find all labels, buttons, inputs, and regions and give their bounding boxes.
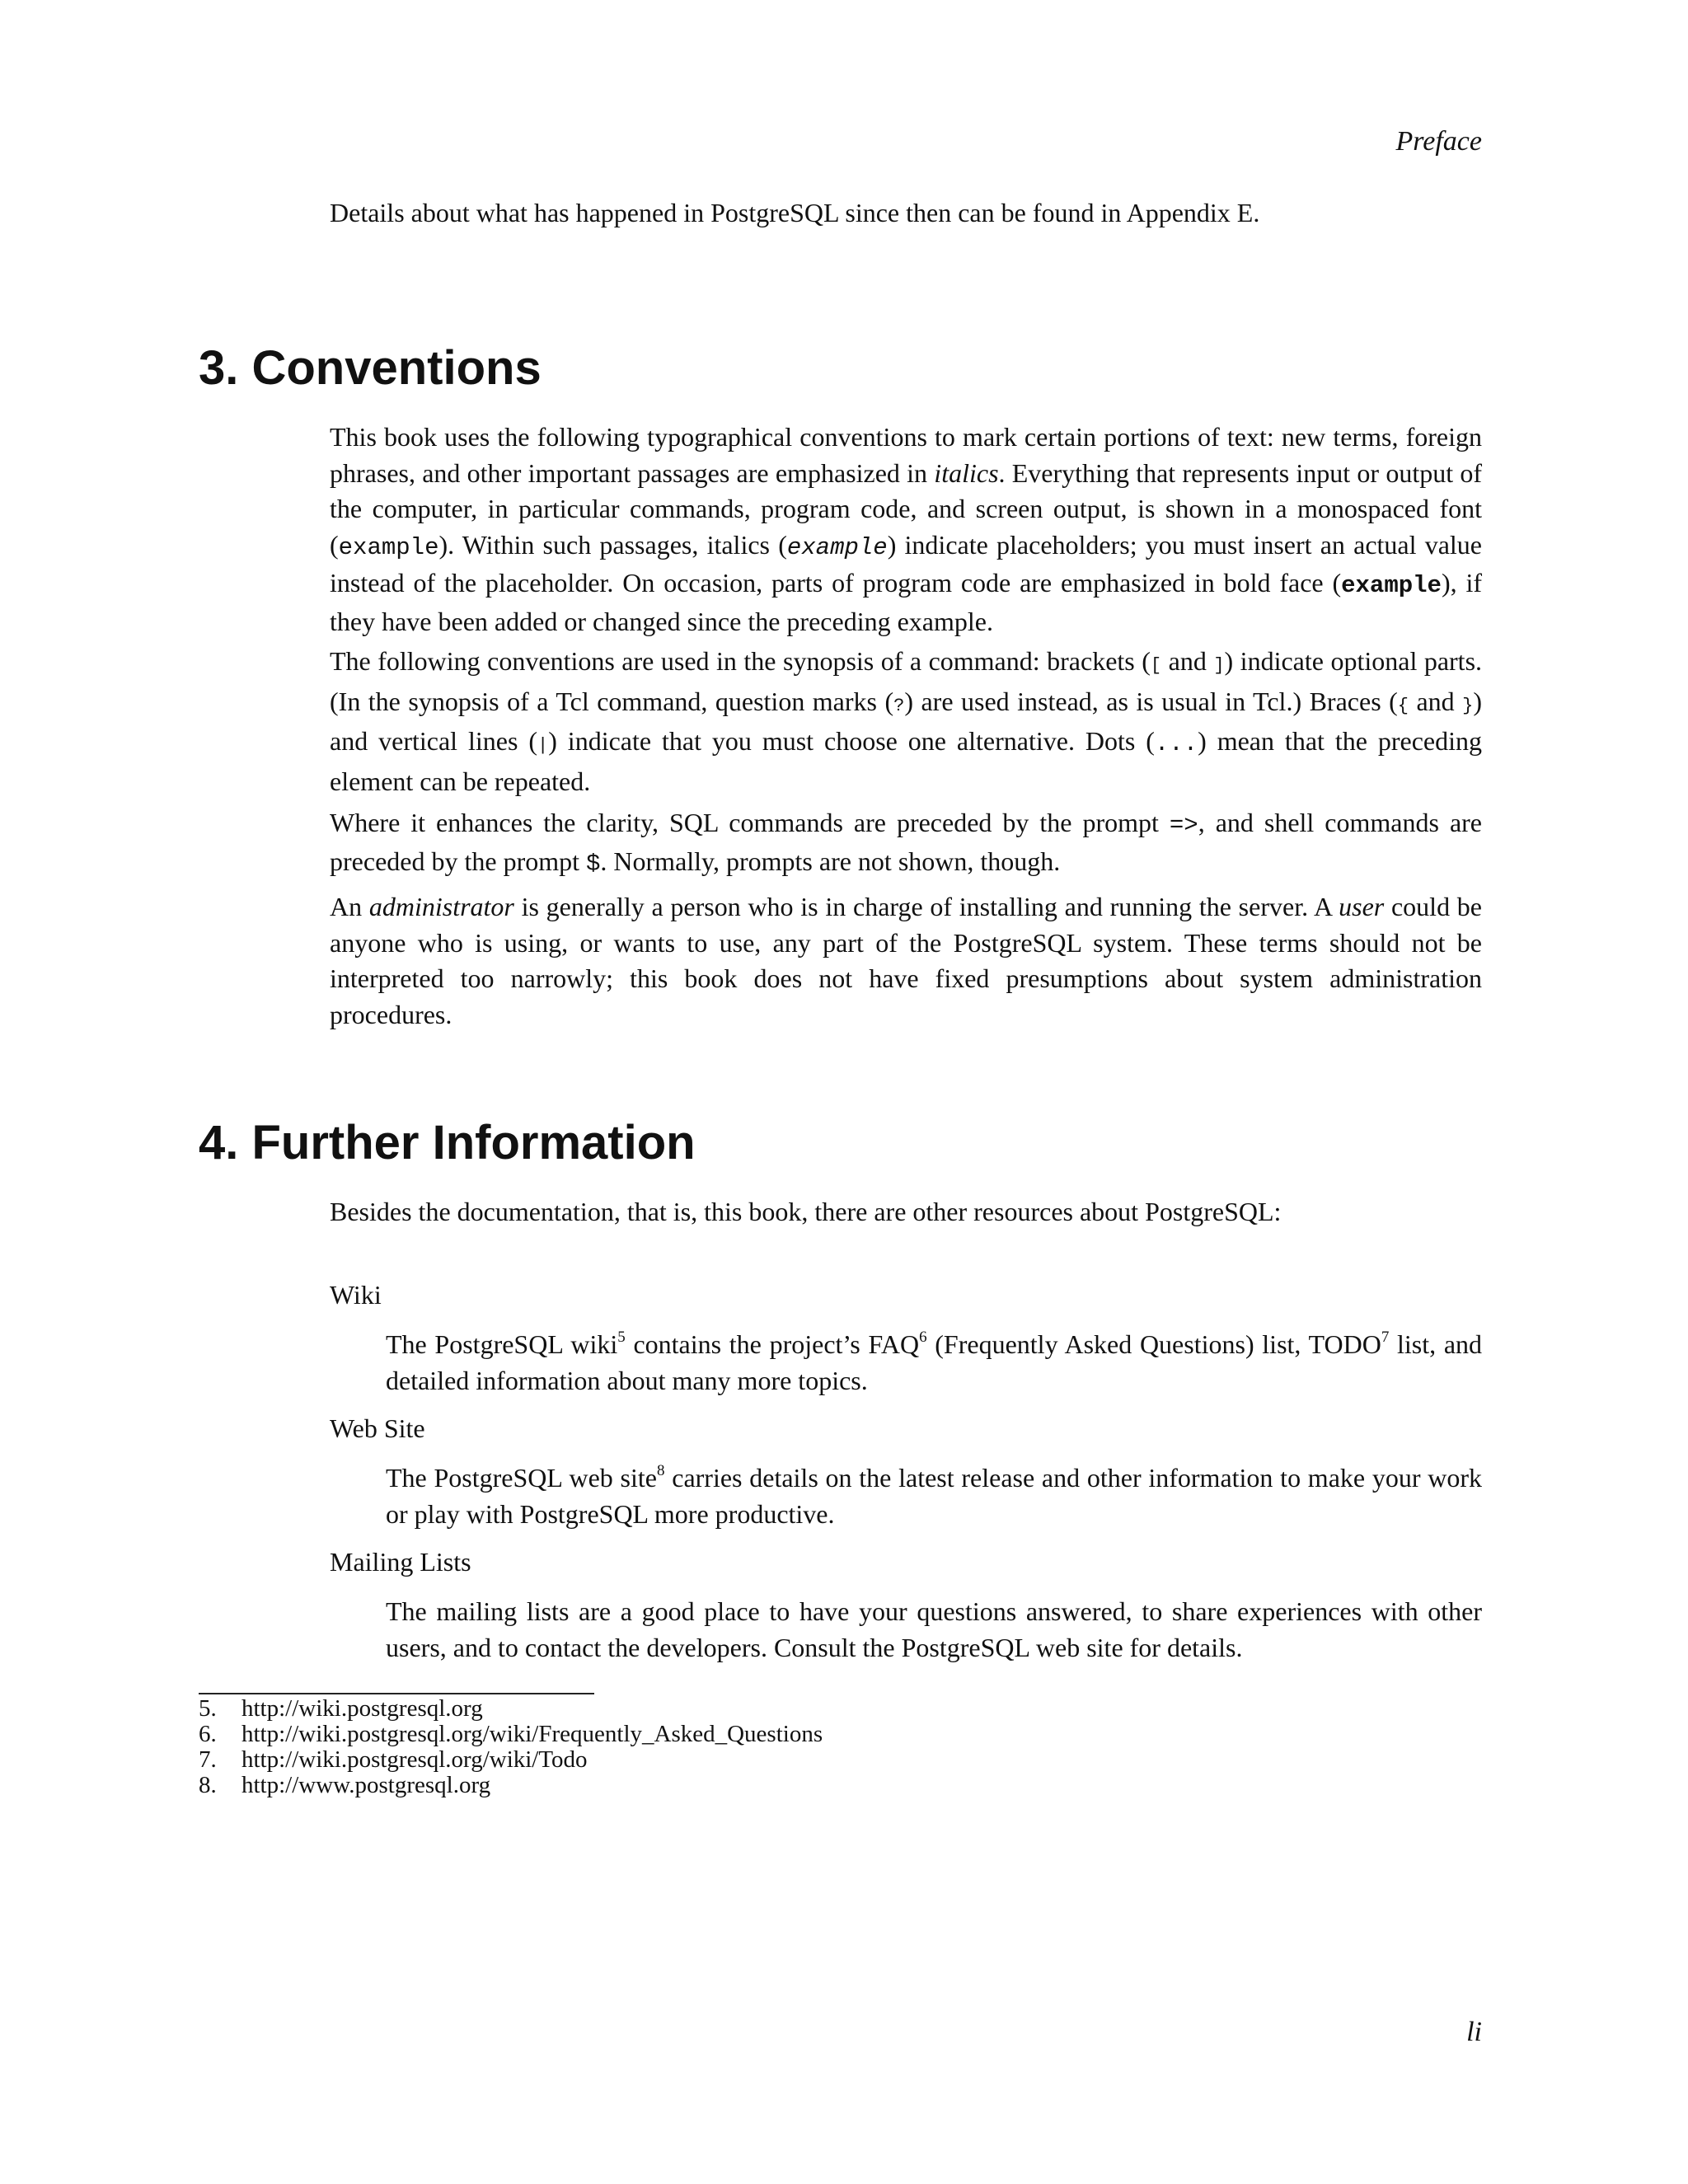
open-bracket-symbol: [ xyxy=(1150,655,1162,676)
pipe-symbol: | xyxy=(537,735,549,756)
mono-bold-example: example xyxy=(1341,572,1442,599)
close-brace-symbol: } xyxy=(1462,695,1474,716)
term-wiki: Wiki xyxy=(330,1280,382,1310)
text-run: ). Within such passages, italics ( xyxy=(438,529,787,560)
text-run: This book uses the following typographical conventions to mark certain portions of text: new terms, foreign phrases, and other important passages are emphasized in xyxy=(330,422,1482,488)
footnote-link[interactable]: http://www.postgresql.org xyxy=(241,1772,491,1798)
text-run: An xyxy=(330,892,369,921)
text-run: , and shell commands are preceded by the prompt xyxy=(330,808,1482,876)
conventions-paragraph-1 xyxy=(330,419,1482,640)
text-run: carries details on the latest release and other information to make your work or play with PostgreSQL more productive. xyxy=(386,1463,1483,1529)
mono-example: example xyxy=(338,533,439,561)
text-run: The following conventions are used in the synopsis of a command: brackets ( xyxy=(330,646,1151,676)
text-run: is generally a person who is in charge of installing and running the server. A xyxy=(513,892,1339,921)
footnote-number: 8. xyxy=(199,1772,217,1798)
page-number: li xyxy=(1466,2017,1482,2047)
text-run: and xyxy=(1409,686,1463,716)
text-run: ) and vertical lines ( xyxy=(330,686,1483,756)
footnote-item xyxy=(199,1747,823,1773)
shell-prompt-symbol: $ xyxy=(586,850,601,878)
conventions-paragraph-3 xyxy=(330,805,1482,882)
text-run: . Everything that represents input or output of the computer, in particular commands, program code, and screen output, is shown in a monospaced font ( xyxy=(330,457,1483,560)
text-run: ), if they have been added or changed since the preceding example. xyxy=(330,568,1483,636)
text-run: Where it enhances the clarity, SQL commands are preceded by the prompt xyxy=(330,808,1170,837)
text-run: ) are used instead, as is usual in Tcl.) Braces ( xyxy=(904,686,1398,716)
text-run: contains the project’s FAQ xyxy=(625,1329,920,1359)
footnote-item xyxy=(199,1696,823,1722)
wiki-description xyxy=(386,1327,1482,1399)
italics-term: italics xyxy=(934,457,999,488)
close-bracket-symbol: ] xyxy=(1213,655,1225,676)
footnote-item xyxy=(199,1722,823,1747)
text-run: The PostgreSQL web site xyxy=(386,1463,657,1493)
footnote-divider xyxy=(199,1693,594,1694)
footnote-list xyxy=(199,1696,823,1798)
conventions-paragraph-4 xyxy=(330,889,1482,1033)
footnote-item xyxy=(199,1773,823,1798)
open-brace-symbol: { xyxy=(1397,695,1409,716)
user-term: user xyxy=(1339,892,1385,921)
text-run: ) mean that the preceding element can be repeated. xyxy=(330,726,1483,796)
footnote-ref[interactable]: 8 xyxy=(657,1462,665,1480)
footnote-link[interactable]: http://wiki.postgresql.org xyxy=(241,1695,483,1722)
footnote-ref[interactable]: 7 xyxy=(1381,1329,1390,1347)
text-run: . Normally, prompts are not shown, though. xyxy=(600,846,1061,876)
conventions-paragraph-2 xyxy=(330,644,1482,799)
sql-prompt-symbol: => xyxy=(1169,812,1198,839)
footnote-link[interactable]: http://wiki.postgresql.org/wiki/Frequently_Asked_Questions xyxy=(241,1721,823,1747)
text-run: ) indicate optional parts. (In the synopsis of a Tcl command, question marks ( xyxy=(330,646,1483,716)
footnote-number: 7. xyxy=(199,1746,217,1773)
running-header: Preface xyxy=(1395,126,1482,157)
footnote-number: 5. xyxy=(199,1695,217,1722)
footnote-ref[interactable]: 6 xyxy=(919,1329,927,1347)
text-run: could be anyone who is using, or wants to use, any part of the PostgreSQL system. These terms should not be interpreted too narrowly; this book does not have fixed presumptions about system administration procedures. xyxy=(330,892,1483,1029)
text-run: ) indicate placeholders; you must insert an actual value instead of the placeholder. On occasion, parts of program code are emphasized in bold face ( xyxy=(330,529,1483,598)
website-description xyxy=(386,1460,1482,1532)
intro-line: Details about what has happened in PostgreSQL since then can be found in Appendix E. xyxy=(330,198,1260,227)
footnote-link[interactable]: http://wiki.postgresql.org/wiki/Todo xyxy=(241,1746,588,1773)
term-mailing-lists: Mailing Lists xyxy=(330,1547,471,1577)
term-web-site: Web Site xyxy=(330,1413,425,1443)
text-run: and xyxy=(1161,646,1214,676)
footnote-ref[interactable]: 5 xyxy=(617,1329,626,1347)
question-symbol: ? xyxy=(893,695,905,716)
text-run: ) indicate that you must choose one alternative. Dots ( xyxy=(548,726,1155,756)
administrator-term: administrator xyxy=(368,892,514,921)
dots-symbol: ... xyxy=(1154,730,1198,757)
mailing-lists-description: The mailing lists are a good place to have your questions answered, to share experiences with other users, and to contact the developers. Consult the PostgreSQL web site for details. xyxy=(386,1596,1482,1662)
mono-italic-example: example xyxy=(786,533,888,561)
text-run: (Frequently Asked Questions) list, TODO xyxy=(926,1329,1381,1359)
footnote-number: 6. xyxy=(199,1721,217,1747)
section-heading-further-information: 4. Further Information xyxy=(199,1116,696,1169)
text-run: list, and detailed information about many more topics. xyxy=(386,1329,1483,1395)
section-heading-conventions: 3. Conventions xyxy=(199,341,542,395)
further-info-intro: Besides the documentation, that is, this book, there are other resources about PostgreSQL: xyxy=(330,1197,1282,1226)
text-run: The PostgreSQL wiki xyxy=(386,1329,618,1359)
